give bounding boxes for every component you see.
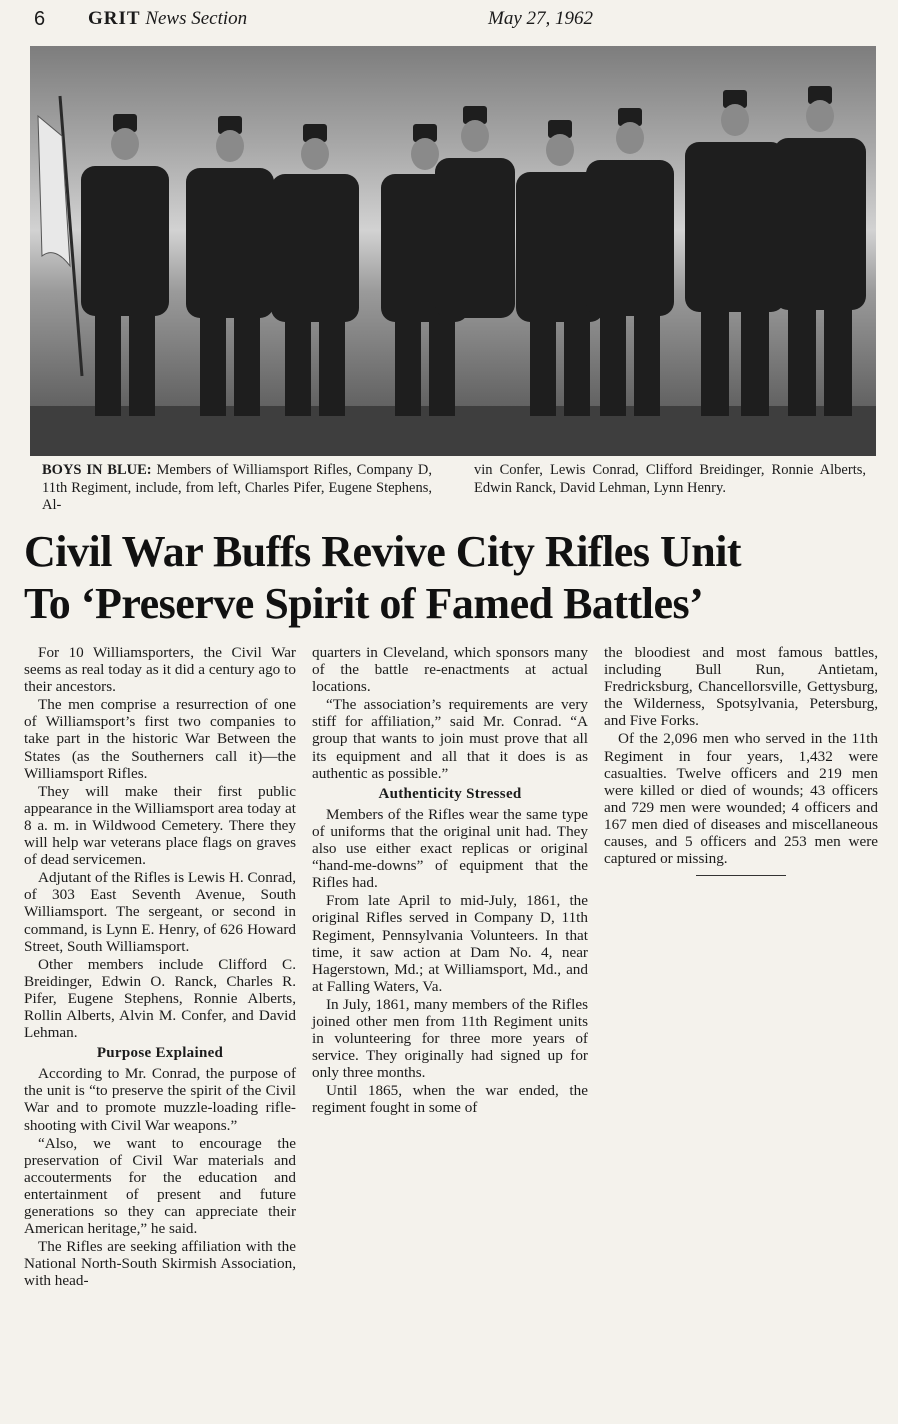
paragraph: the bloodiest and most famous battles, including Bull Run, Antietam, Fredricksburg, Chancellorsville, Gettysburg, the Wilderness, Spotsylvania, Petersburg, and Five Forks. [604, 644, 878, 730]
caption-label: BOYS IN BLUE: [42, 462, 152, 478]
paragraph: Of the 2,096 men who served in the 11th Regiment in four years, 1,432 were casualties. Twelve officers and 219 men were killed or died of wounds; 43 officers and 729 men were wounded; 4 officers and 167 men died of diseases and miscellaneous causes, and 5 officers and 253 men were captured or missing. [604, 730, 878, 868]
paragraph: In July, 1861, many members of the Rifles joined other men from 11th Regiment units in volunteering for three more years of service. They originally had signed up for only three months. [312, 995, 588, 1082]
group-photo [30, 46, 876, 456]
photo-caption-right: vin Confer, Lewis Conrad, Clifford Breidinger, Ronnie Alberts, Edwin Ranck, David Lehman, Lynn Henry. [474, 462, 866, 496]
paragraph: The men comprise a resurrection of one of Williamsport’s first two companies to take part in the historic War Between the States (as the Southerners call it)—the Williamsport Rifles. [24, 696, 296, 782]
paragraph: Other members include Clifford C. Breidinger, Edwin O. Ranck, Charles R. Pifer, Eugene Stephens, Ronnie Alberts, Rollin Alberts, Alvin M. Confer, and David Lehman. [24, 955, 296, 1042]
page-header [0, 0, 898, 40]
paragraph: For 10 Williamsporters, the Civil War seems as real today as it did a century ago to their ancestors. [24, 644, 296, 696]
photo-caption-left [42, 462, 432, 515]
paragraph: Members of the Rifles wear the same type of uniforms that the original unit had. They also use either exact replicas or original “hand-me-downs” of equipment that the Rifles had. [312, 805, 588, 892]
headline [24, 526, 884, 630]
publication-italic: News Section [145, 8, 248, 29]
subhead-purpose: Purpose Explained [96, 1045, 224, 1062]
page-number: 6 [34, 8, 46, 30]
article-column-1 [24, 644, 296, 1290]
end-rule [696, 875, 786, 876]
headline-line-2: To ‘Preserve Spirit of Famed Battles’ [24, 579, 704, 628]
publication-name [88, 8, 247, 30]
publication-bold: GRIT [88, 8, 141, 29]
paragraph: “Also, we want to encourage the preservation of Civil War materials and accouterments for the education and entertainment of present and future generations so they can appreciate their American heritage,” he said. [24, 1134, 296, 1238]
paragraph: From late April to mid-July, 1861, the original Rifles served in Company D, 11th Regiment, Pennsylvania Volunteers. In that time, it saw action at Dam No. 4, near Hagerstown, Md.; at Williamsport, Md., and at Falling Waters, Va. [312, 892, 588, 995]
headline-line-1: Civil War Buffs Revive City Rifles Unit [24, 527, 742, 576]
paragraph: According to Mr. Conrad, the purpose of the unit is “to preserve the spirit of the Civil War and to promote muzzle-loading rifle-shooting with Civil War weapons.” [24, 1065, 296, 1134]
paragraph: Until 1865, when the war ended, the regiment fought in some of [312, 1082, 588, 1117]
paragraph: The Rifles are seeking affiliation with the National North-South Skirmish Association, with head- [24, 1238, 296, 1290]
paragraph: quarters in Cleveland, which sponsors many of the battle re-enactments at actual locations. [312, 644, 588, 696]
paragraph: They will make their first public appearance in the Williamsport area today at 8 a. m. in Wildwood Cemetery. There they will help war veterans place flags on graves of dead servicemen. [24, 782, 296, 869]
subhead-authenticity: Authenticity Stressed [378, 785, 522, 802]
issue-date: May 27, 1962 [488, 8, 594, 29]
group-photo-icon [30, 46, 876, 456]
article-column-3 [604, 644, 878, 876]
article-column-2 [312, 644, 588, 1118]
caption-left-text: Members of Williamsport Rifles, Company D, 11th Regiment, include, from left, Charles Pifer, Eugene Stephens, Al- [42, 462, 432, 513]
paragraph: Adjutant of the Rifles is Lewis H. Conrad, of 303 East Seventh Avenue, South Williamsport. The sergeant, or second in command, is Lynn E. Henry, of 626 Howard Street, South Williamsport. [24, 869, 296, 955]
paragraph: “The association’s requirements are very stiff for affiliation,” said Mr. Conrad. “A group that wants to join must prove that all its equipment and all that it does is as authentic as possible.” [312, 696, 588, 782]
